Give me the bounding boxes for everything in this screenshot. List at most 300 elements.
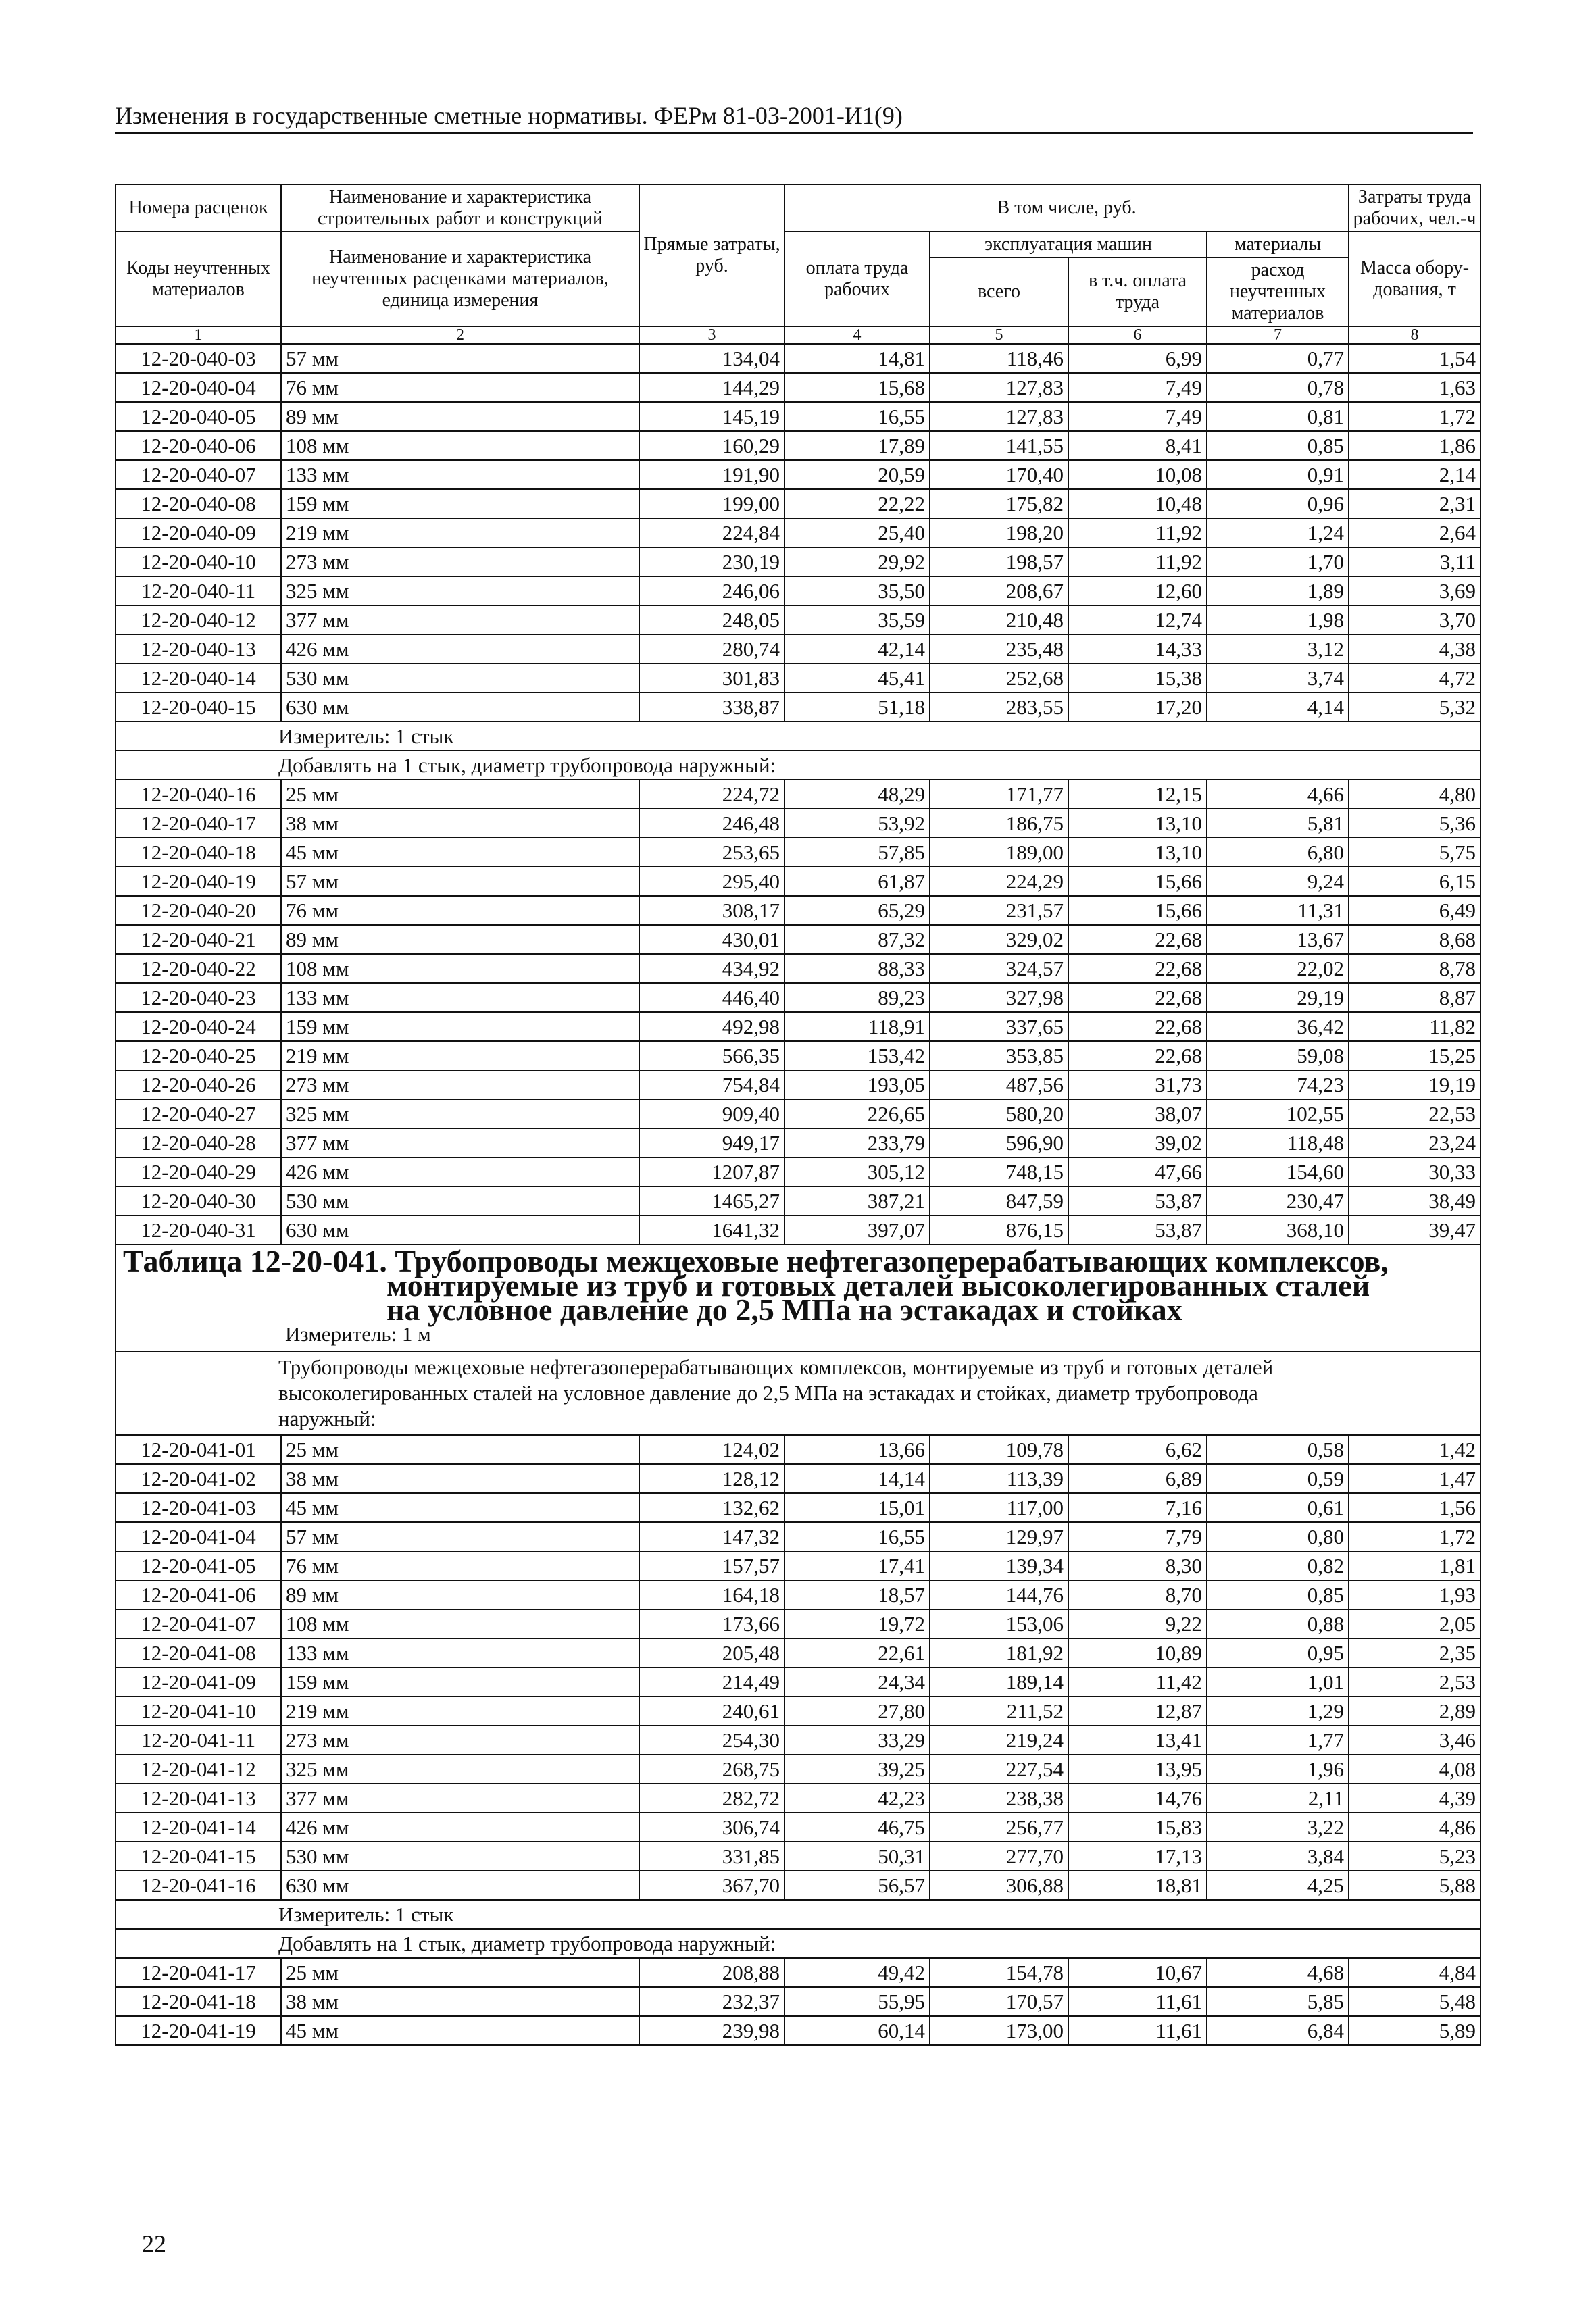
rate-code-cell: 12-20-040-31 [116,1215,281,1244]
materials-usage-cell: 4,66 [1207,780,1349,809]
rate-code-cell: 12-20-040-10 [116,547,281,576]
diameter-cell: 273 мм [281,547,639,576]
diameter-cell: 25 мм [281,780,639,809]
direct-costs-cell: 173,66 [639,1609,784,1638]
rate-code-cell: 12-20-040-07 [116,460,281,489]
direct-costs-cell: 134,04 [639,344,784,373]
materials-usage-cell: 0,58 [1207,1435,1349,1464]
section-intro-row [116,1351,1480,1435]
labor-costs-cell: 3,70 [1349,605,1480,634]
rate-code-cell: 12-20-040-04 [116,373,281,402]
machines-total-cell: 596,90 [930,1128,1068,1157]
machines-labor-cell: 15,83 [1068,1813,1207,1842]
table-row [116,576,1480,605]
rate-code-cell: 12-20-040-12 [116,605,281,634]
direct-costs-cell: 147,32 [639,1522,784,1551]
table-row [116,1726,1480,1755]
machines-labor-cell: 53,87 [1068,1186,1207,1215]
labor-costs-cell: 19,19 [1349,1070,1480,1099]
header-material-codes: Коды неучтенных материалов [116,232,281,326]
direct-costs-cell: 1465,27 [639,1186,784,1215]
rate-code-cell: 12-20-040-14 [116,663,281,693]
rate-code-cell: 12-20-041-09 [116,1667,281,1696]
machines-labor-cell: 11,92 [1068,547,1207,576]
table-row [116,1609,1480,1638]
table-row [116,867,1480,896]
rate-code-cell: 12-20-040-19 [116,867,281,896]
labor-costs-cell: 4,39 [1349,1784,1480,1813]
table-row [116,896,1480,925]
table-row [116,373,1480,402]
column-number: 2 [281,326,639,344]
diameter-cell: 377 мм [281,1784,639,1813]
machines-total-cell: 127,83 [930,373,1068,402]
direct-costs-cell: 430,01 [639,925,784,954]
workers-pay-cell: 15,68 [784,373,930,402]
machines-labor-cell: 7,79 [1068,1522,1207,1551]
diameter-cell: 89 мм [281,925,639,954]
machines-labor-cell: 7,16 [1068,1493,1207,1522]
table-row [116,402,1480,431]
labor-costs-cell: 2,35 [1349,1638,1480,1667]
table-row [116,605,1480,634]
workers-pay-cell: 13,66 [784,1435,930,1464]
labor-costs-cell: 1,63 [1349,373,1480,402]
table-row [116,1696,1480,1726]
diameter-cell: 45 мм [281,1493,639,1522]
direct-costs-cell: 199,00 [639,489,784,518]
materials-usage-cell: 13,67 [1207,925,1349,954]
machines-total-cell: 189,00 [930,838,1068,867]
machines-labor-cell: 13,10 [1068,809,1207,838]
workers-pay-cell: 233,79 [784,1128,930,1157]
rate-code-cell: 12-20-040-29 [116,1157,281,1186]
labor-costs-cell: 2,05 [1349,1609,1480,1638]
materials-usage-cell: 0,85 [1207,1580,1349,1609]
diameter-cell: 57 мм [281,344,639,373]
diameter-cell: 426 мм [281,1813,639,1842]
direct-costs-cell: 306,74 [639,1813,784,1842]
rate-code-cell: 12-20-041-10 [116,1696,281,1726]
materials-usage-cell: 59,08 [1207,1041,1349,1070]
table-row [116,1186,1480,1215]
unit-label: Измеритель: 1 м [285,1322,431,1346]
section-intro: Добавлять на 1 стык, диаметр трубопровода наружный: [116,751,1480,780]
materials-usage-cell: 9,24 [1207,867,1349,896]
table-row [116,954,1480,983]
machines-total-cell: 129,97 [930,1522,1068,1551]
diameter-cell: 25 мм [281,1435,639,1464]
workers-pay-cell: 16,55 [784,402,930,431]
diameter-cell: 25 мм [281,1958,639,1987]
diameter-cell: 45 мм [281,838,639,867]
materials-usage-cell: 0,85 [1207,431,1349,460]
workers-pay-cell: 17,89 [784,431,930,460]
machines-labor-cell: 22,68 [1068,983,1207,1012]
direct-costs-cell: 492,98 [639,1012,784,1041]
labor-costs-cell: 15,25 [1349,1041,1480,1070]
diameter-cell: 630 мм [281,1215,639,1244]
rate-code-cell: 12-20-040-25 [116,1041,281,1070]
direct-costs-cell: 224,84 [639,518,784,547]
rate-code-cell: 12-20-040-15 [116,693,281,722]
materials-usage-cell: 2,11 [1207,1784,1349,1813]
machines-total-cell: 173,00 [930,2016,1068,2045]
workers-pay-cell: 55,95 [784,1987,930,2016]
machines-total-cell: 337,65 [930,1012,1068,1041]
machines-total-cell: 224,29 [930,867,1068,896]
labor-costs-cell: 30,33 [1349,1157,1480,1186]
diameter-cell: 89 мм [281,1580,639,1609]
header-row-2 [116,232,1480,257]
machines-total-cell: 109,78 [930,1435,1068,1464]
materials-usage-cell: 4,25 [1207,1871,1349,1900]
machines-labor-cell: 15,66 [1068,896,1207,925]
materials-usage-cell: 0,77 [1207,344,1349,373]
rate-code-cell: 12-20-040-17 [116,809,281,838]
rate-code-cell: 12-20-041-13 [116,1784,281,1813]
header-rate-numbers: Номера расценок [116,184,281,232]
direct-costs-cell: 230,19 [639,547,784,576]
direct-costs-cell: 754,84 [639,1070,784,1099]
diameter-cell: 133 мм [281,1638,639,1667]
table-row [116,780,1480,809]
direct-costs-cell: 909,40 [639,1099,784,1128]
machines-total-cell: 198,57 [930,547,1068,576]
table-row [116,1522,1480,1551]
diameter-cell: 159 мм [281,1667,639,1696]
direct-costs-cell: 280,74 [639,634,784,663]
diameter-cell: 108 мм [281,954,639,983]
machines-labor-cell: 8,70 [1068,1580,1207,1609]
direct-costs-cell: 239,98 [639,2016,784,2045]
workers-pay-cell: 88,33 [784,954,930,983]
machines-total-cell: 283,55 [930,693,1068,722]
rate-code-cell: 12-20-041-06 [116,1580,281,1609]
machines-labor-cell: 9,22 [1068,1609,1207,1638]
machines-total-cell: 580,20 [930,1099,1068,1128]
labor-costs-cell: 8,68 [1349,925,1480,954]
rate-code-cell: 12-20-040-16 [116,780,281,809]
table-title-line: монтируемые из труб и готовых деталей высоколегированных сталей [386,1268,1370,1303]
diameter-cell: 325 мм [281,1755,639,1784]
labor-costs-cell: 1,86 [1349,431,1480,460]
table-title-line: на условное давление до 2,5 МПа на эстакадах и стойках [386,1292,1182,1327]
machines-total-cell: 235,48 [930,634,1068,663]
labor-costs-cell: 2,53 [1349,1667,1480,1696]
workers-pay-cell: 14,14 [784,1464,930,1493]
direct-costs-cell: 253,65 [639,838,784,867]
rate-code-cell: 12-20-041-15 [116,1842,281,1871]
workers-pay-cell: 16,55 [784,1522,930,1551]
direct-costs-cell: 246,06 [639,576,784,605]
rate-code-cell: 12-20-041-17 [116,1958,281,1987]
table-row [116,925,1480,954]
diameter-cell: 630 мм [281,693,639,722]
workers-pay-cell: 61,87 [784,867,930,896]
rate-code-cell: 12-20-041-18 [116,1987,281,2016]
materials-usage-cell: 1,96 [1207,1755,1349,1784]
machines-total-cell: 329,02 [930,925,1068,954]
machines-labor-cell: 10,08 [1068,460,1207,489]
labor-costs-cell: 8,87 [1349,983,1480,1012]
materials-usage-cell: 1,24 [1207,518,1349,547]
materials-usage-cell: 230,47 [1207,1186,1349,1215]
unit-label: Измеритель: 1 стык [116,1900,1480,1929]
machines-total-cell: 170,40 [930,460,1068,489]
materials-usage-cell: 4,14 [1207,693,1349,722]
direct-costs-cell: 224,72 [639,780,784,809]
labor-costs-cell: 39,47 [1349,1215,1480,1244]
table-row [116,489,1480,518]
machines-total-cell: 170,57 [930,1987,1068,2016]
direct-costs-cell: 145,19 [639,402,784,431]
workers-pay-cell: 27,80 [784,1696,930,1726]
table-row [116,1638,1480,1667]
direct-costs-cell: 308,17 [639,896,784,925]
header-material-name: Наименование и характеристика неучтенных расценками материалов, единица измерения [281,232,639,326]
materials-usage-cell: 1,01 [1207,1667,1349,1696]
direct-costs-cell: 124,02 [639,1435,784,1464]
machines-labor-cell: 53,87 [1068,1215,1207,1244]
machines-labor-cell: 8,30 [1068,1551,1207,1580]
machines-total-cell: 175,82 [930,489,1068,518]
machines-labor-cell: 39,02 [1068,1128,1207,1157]
direct-costs-cell: 434,92 [639,954,784,983]
machines-labor-cell: 38,07 [1068,1099,1207,1128]
workers-pay-cell: 118,91 [784,1012,930,1041]
labor-costs-cell: 4,08 [1349,1755,1480,1784]
machines-total-cell: 219,24 [930,1726,1068,1755]
rate-code-cell: 12-20-041-16 [116,1871,281,1900]
direct-costs-cell: 248,05 [639,605,784,634]
machines-total-cell: 847,59 [930,1186,1068,1215]
rate-code-cell: 12-20-041-02 [116,1464,281,1493]
section-intro: Добавлять на 1 стык, диаметр трубопровода наружный: [116,1929,1480,1958]
header-labor-costs: Затраты труда рабочих, чел.-ч [1349,184,1480,232]
machines-total-cell: 171,77 [930,780,1068,809]
workers-pay-cell: 29,92 [784,547,930,576]
labor-costs-cell: 3,69 [1349,576,1480,605]
table-row [116,1157,1480,1186]
diameter-cell: 38 мм [281,1987,639,2016]
machines-labor-cell: 6,99 [1068,344,1207,373]
direct-costs-cell: 246,48 [639,809,784,838]
direct-costs-cell: 240,61 [639,1696,784,1726]
materials-usage-cell: 102,55 [1207,1099,1349,1128]
column-number: 6 [1068,326,1207,344]
diameter-cell: 630 мм [281,1871,639,1900]
diameter-cell: 108 мм [281,1609,639,1638]
materials-usage-cell: 4,68 [1207,1958,1349,1987]
workers-pay-cell: 25,40 [784,518,930,547]
direct-costs-cell: 301,83 [639,663,784,693]
header-direct-costs: Прямые затраты, руб. [639,184,784,326]
machines-total-cell: 127,83 [930,402,1068,431]
machines-labor-cell: 22,68 [1068,925,1207,954]
labor-costs-cell: 5,75 [1349,838,1480,867]
direct-costs-cell: 160,29 [639,431,784,460]
header-machines-total: всего [930,257,1068,326]
table-row [116,1580,1480,1609]
table-row [116,1493,1480,1522]
machines-total-cell: 252,68 [930,663,1068,693]
workers-pay-cell: 33,29 [784,1726,930,1755]
rate-code-cell: 12-20-041-08 [116,1638,281,1667]
section-intro: Трубопроводы межцеховые нефтегазоперерабатывающих комплексов, монтируемые из труб и готовых деталей высоколегированных сталей на условное давление до 2,5 МПа на эстакадах и стойках, диаметр трубопровода наружный: [116,1351,1480,1435]
materials-usage-cell: 3,74 [1207,663,1349,693]
direct-costs-cell: 295,40 [639,867,784,896]
rate-code-cell: 12-20-041-07 [116,1609,281,1638]
diameter-cell: 273 мм [281,1070,639,1099]
materials-usage-cell: 0,61 [1207,1493,1349,1522]
header-row-1 [116,184,1480,232]
rate-code-cell: 12-20-041-12 [116,1755,281,1784]
table-row [116,693,1480,722]
rate-code-cell: 12-20-040-21 [116,925,281,954]
machines-labor-cell: 15,38 [1068,663,1207,693]
diameter-cell: 38 мм [281,1464,639,1493]
table-body [116,184,1480,2045]
direct-costs-cell: 208,88 [639,1958,784,1987]
direct-costs-cell: 191,90 [639,460,784,489]
table-row [116,1551,1480,1580]
labor-costs-cell: 5,32 [1349,693,1480,722]
workers-pay-cell: 56,57 [784,1871,930,1900]
machines-total-cell: 211,52 [930,1696,1068,1726]
column-number-row [116,326,1480,344]
diameter-cell: 219 мм [281,1696,639,1726]
machines-labor-cell: 11,61 [1068,1987,1207,2016]
machines-total-cell: 186,75 [930,809,1068,838]
machines-labor-cell: 13,95 [1068,1755,1207,1784]
machines-total-cell: 238,38 [930,1784,1068,1813]
rate-code-cell: 12-20-041-11 [116,1726,281,1755]
materials-usage-cell: 154,60 [1207,1157,1349,1186]
machines-labor-cell: 31,73 [1068,1070,1207,1099]
labor-costs-cell: 1,72 [1349,402,1480,431]
direct-costs-cell: 1641,32 [639,1215,784,1244]
workers-pay-cell: 49,42 [784,1958,930,1987]
direct-costs-cell: 566,35 [639,1041,784,1070]
machines-total-cell: 324,57 [930,954,1068,983]
materials-usage-cell: 5,81 [1207,809,1349,838]
rate-code-cell: 12-20-040-05 [116,402,281,431]
table-row [116,1871,1480,1900]
direct-costs-cell: 331,85 [639,1842,784,1871]
rate-code-cell: 12-20-041-05 [116,1551,281,1580]
workers-pay-cell: 226,65 [784,1099,930,1128]
diameter-cell: 219 мм [281,1041,639,1070]
labor-costs-cell: 22,53 [1349,1099,1480,1128]
diameter-cell: 377 мм [281,1128,639,1157]
rates-table [115,184,1481,2046]
table-row [116,983,1480,1012]
rate-code-cell: 12-20-040-13 [116,634,281,663]
labor-costs-cell: 1,47 [1349,1464,1480,1493]
workers-pay-cell: 35,50 [784,576,930,605]
machines-total-cell: 118,46 [930,344,1068,373]
table-row [116,460,1480,489]
workers-pay-cell: 42,23 [784,1784,930,1813]
diameter-cell: 45 мм [281,2016,639,2045]
machines-labor-cell: 17,13 [1068,1842,1207,1871]
machines-labor-cell: 22,68 [1068,1012,1207,1041]
rate-code-cell: 12-20-040-20 [116,896,281,925]
table-row [116,1667,1480,1696]
rate-code-cell: 12-20-041-01 [116,1435,281,1464]
machines-labor-cell: 7,49 [1068,402,1207,431]
machines-labor-cell: 11,61 [1068,2016,1207,2045]
machines-total-cell: 353,85 [930,1041,1068,1070]
workers-pay-cell: 387,21 [784,1186,930,1215]
table-row [116,2016,1480,2045]
column-number: 4 [784,326,930,344]
table-row [116,1784,1480,1813]
table-row [116,1987,1480,2016]
header-materials-usage: расход неучтенных материалов [1207,257,1349,326]
table-row [116,663,1480,693]
workers-pay-cell: 46,75 [784,1813,930,1842]
column-number: 5 [930,326,1068,344]
direct-costs-cell: 949,17 [639,1128,784,1157]
workers-pay-cell: 53,92 [784,809,930,838]
table-row [116,1813,1480,1842]
workers-pay-cell: 17,41 [784,1551,930,1580]
labor-costs-cell: 4,86 [1349,1813,1480,1842]
labor-costs-cell: 5,88 [1349,1871,1480,1900]
materials-usage-cell: 0,59 [1207,1464,1349,1493]
materials-usage-cell: 368,10 [1207,1215,1349,1244]
labor-costs-cell: 1,72 [1349,1522,1480,1551]
workers-pay-cell: 87,32 [784,925,930,954]
machines-total-cell: 256,77 [930,1813,1068,1842]
unit-label: Измеритель: 1 стык [116,722,1480,751]
workers-pay-cell: 14,81 [784,344,930,373]
table-row [116,1099,1480,1128]
materials-usage-cell: 6,80 [1207,838,1349,867]
rate-code-cell: 12-20-040-26 [116,1070,281,1099]
unit-label-row [116,1900,1480,1929]
labor-costs-cell: 1,42 [1349,1435,1480,1464]
workers-pay-cell: 51,18 [784,693,930,722]
diameter-cell: 273 мм [281,1726,639,1755]
workers-pay-cell: 50,31 [784,1842,930,1871]
machines-total-cell: 154,78 [930,1958,1068,1987]
materials-usage-cell: 118,48 [1207,1128,1349,1157]
rate-code-cell: 12-20-041-19 [116,2016,281,2045]
direct-costs-cell: 205,48 [639,1638,784,1667]
rate-code-cell: 12-20-040-24 [116,1012,281,1041]
machines-total-cell: 113,39 [930,1464,1068,1493]
document-header: Изменения в государственные сметные нормативы. ФЕРм 81-03-2001-И1(9) [115,101,1473,134]
table-row [116,809,1480,838]
section-intro-row [116,1929,1480,1958]
diameter-cell: 57 мм [281,1522,639,1551]
machines-total-cell: 208,67 [930,576,1068,605]
rate-code-cell: 12-20-040-03 [116,344,281,373]
diameter-cell: 159 мм [281,489,639,518]
materials-usage-cell: 1,70 [1207,547,1349,576]
materials-usage-cell: 0,96 [1207,489,1349,518]
labor-costs-cell: 2,14 [1349,460,1480,489]
machines-labor-cell: 8,41 [1068,431,1207,460]
machines-total-cell: 487,56 [930,1070,1068,1099]
machines-labor-cell: 12,60 [1068,576,1207,605]
machines-total-cell: 748,15 [930,1157,1068,1186]
table-row [116,1464,1480,1493]
unit-label-row [116,722,1480,751]
